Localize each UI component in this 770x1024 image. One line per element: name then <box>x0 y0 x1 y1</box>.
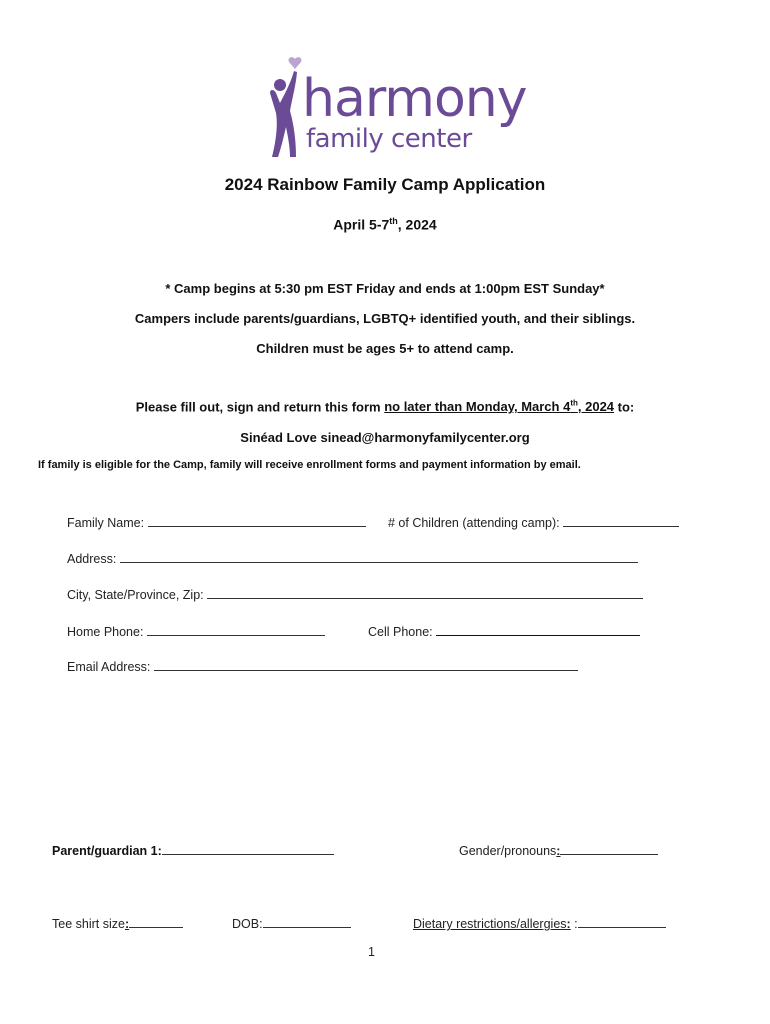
contact-line: Sinéad Love sinead@harmonyfamilycenter.org <box>240 430 530 445</box>
address-field[interactable]: Address: <box>67 550 638 566</box>
home-phone-field[interactable]: Home Phone: <box>67 623 325 639</box>
logo-wordmark-family-center: family center <box>306 124 472 154</box>
children-count-field[interactable]: # of Children (attending camp): <box>388 514 679 530</box>
ages-notice: Children must be ages 5+ to attend camp. <box>256 341 514 356</box>
page-number: 1 <box>368 945 375 959</box>
cell-phone-field[interactable]: Cell Phone: <box>368 623 640 639</box>
dob-field[interactable]: DOB: <box>232 915 351 931</box>
camp-times-notice: * Camp begins at 5:30 pm EST Friday and ends at 1:00pm EST Sunday* <box>165 281 605 296</box>
eligibility-note: If family is eligible for the Camp, family will receive enrollment forms and payment information by email. <box>38 459 581 471</box>
campers-notice: Campers include parents/guardians, LGBTQ+ identified youth, and their siblings. <box>134 311 636 326</box>
email-field[interactable]: Email Address: <box>67 658 578 674</box>
return-instructions: Please fill out, sign and return this form no later than Monday, March 4th, 2024 to: <box>135 399 635 415</box>
family-name-field[interactable]: Family Name: <box>67 514 366 530</box>
dietary-restrictions-field[interactable]: Dietary restrictions/allergies: : <box>413 915 666 931</box>
page-title: 2024 Rainbow Family Camp Application <box>224 175 546 194</box>
logo-wordmark-harmony: harmony <box>302 69 527 129</box>
harmony-logo <box>262 55 527 165</box>
tee-shirt-size-field[interactable]: Tee shirt size: <box>52 915 183 931</box>
parent-guardian-field[interactable]: Parent/guardian 1: <box>52 842 334 858</box>
camp-dates: April 5-7th, 2024 <box>333 216 437 233</box>
city-state-zip-field[interactable]: City, State/Province, Zip: <box>67 586 643 602</box>
gender-pronouns-field[interactable]: Gender/pronouns: <box>459 842 658 858</box>
